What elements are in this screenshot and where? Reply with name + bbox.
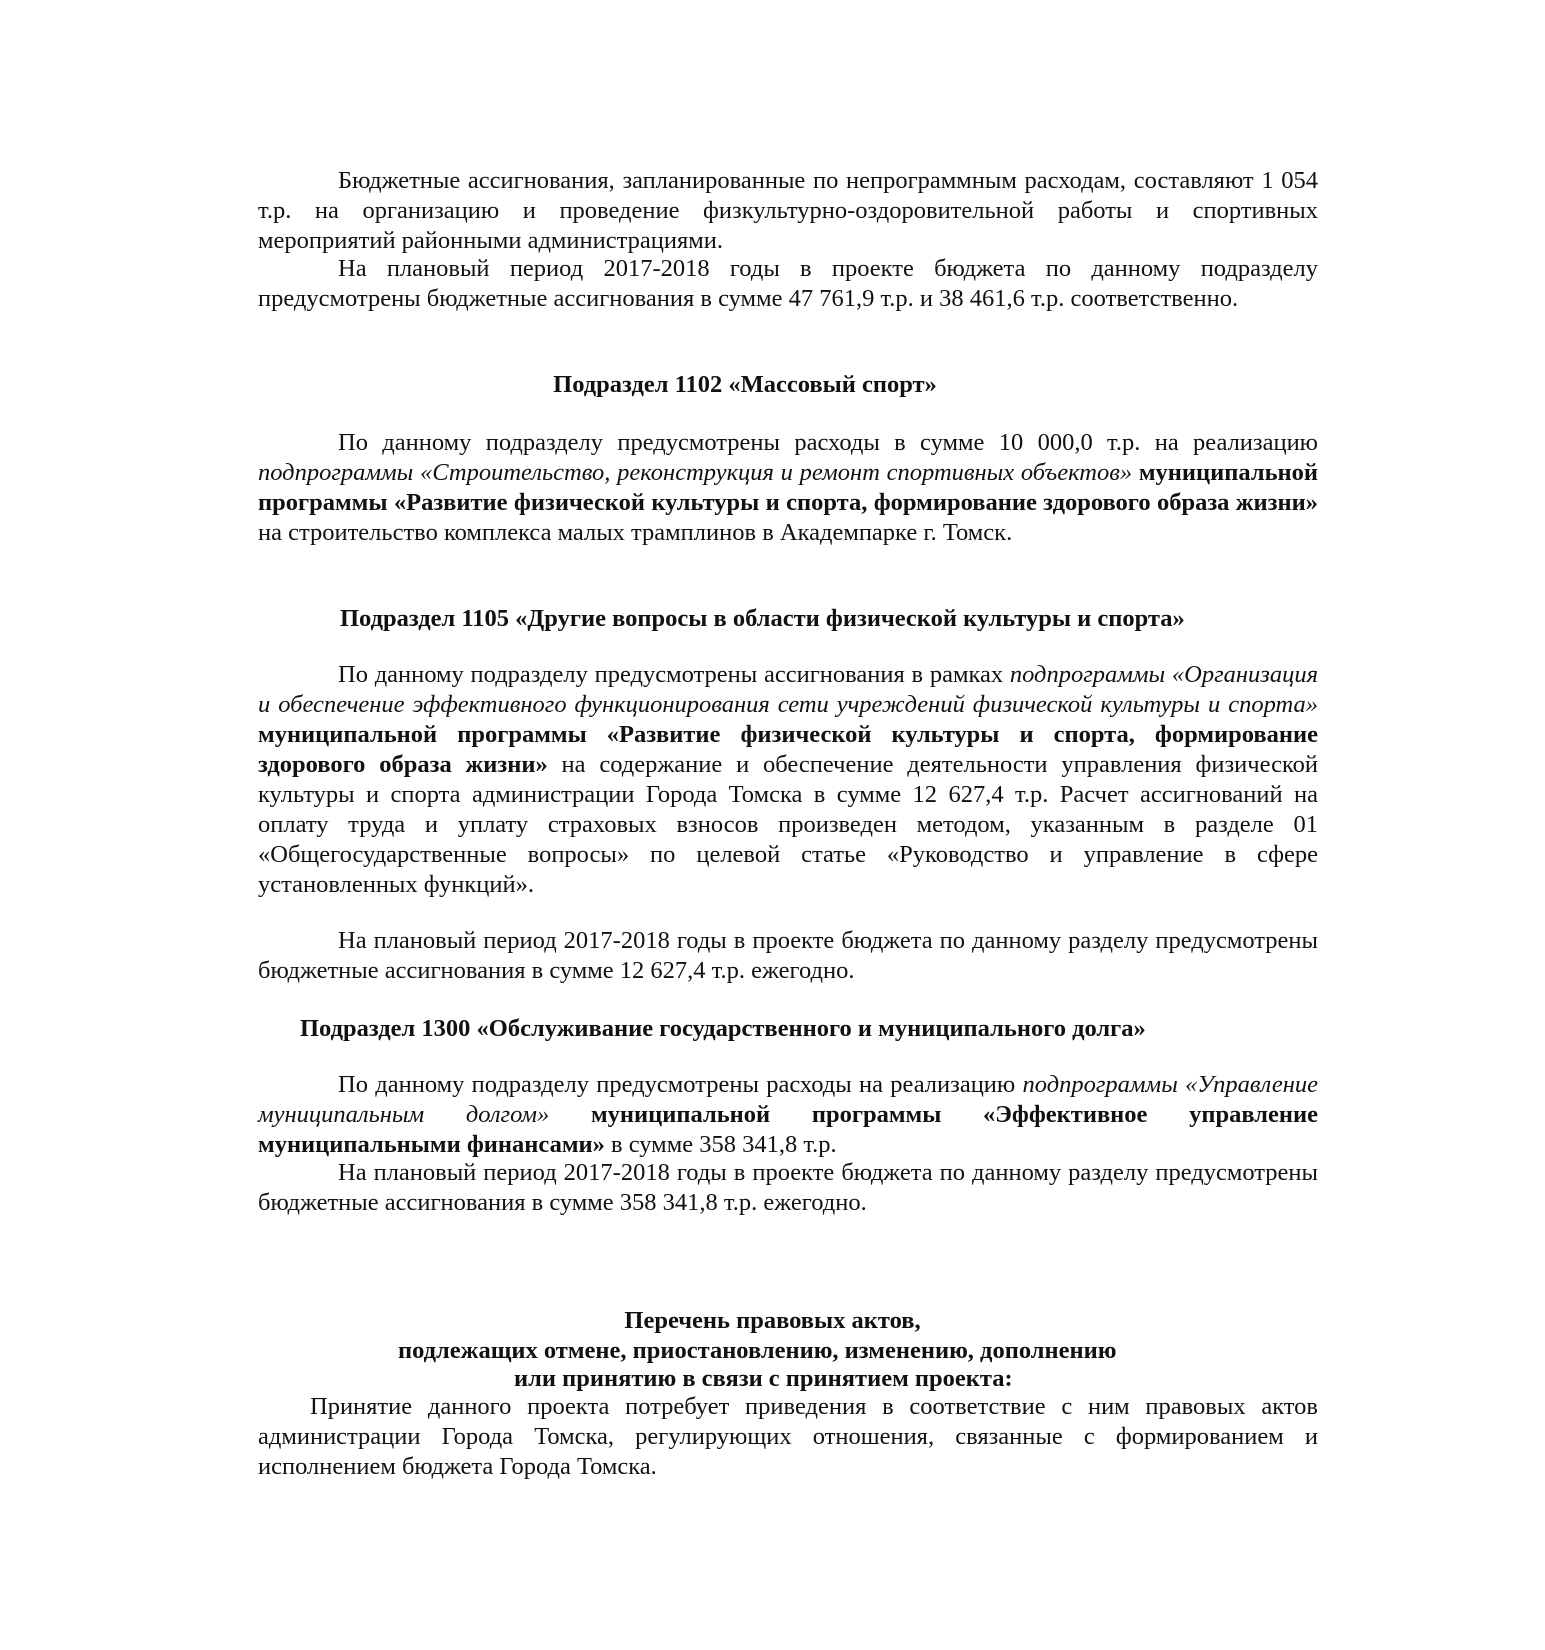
legal-acts-heading-line-2: подлежащих отмене, приостановлению, изменению, дополнению: [398, 1337, 1117, 1364]
paragraph-text: Бюджетные ассигнования, запланированные по непрограммным расходам, составляют 1 054 т.р. на организацию и проведение физкультурно-оздоровительной работы и спортивных мероприятий районными администрациями.: [258, 167, 1318, 254]
legal-acts-heading-line-3: или принятию в связи с принятием проекта:: [514, 1365, 1013, 1392]
program-name: муниципальной программы «Развитие физической культуры и спорта, формирование здорового образа жизни»: [258, 459, 1319, 516]
paragraph-planning-period: [258, 254, 1318, 314]
section-1102-heading: Подраздел 1102 «Массовый спорт»: [553, 371, 937, 398]
text-fragment: на содержание и обеспечение деятельности управления физической культуры и спорта администрации Города Томска в сумме 12 627,4 т.р. Расчет ассигнований на оплату труда и уплату страховых взносов произведен методом, указанным в разделе 01 «Общегосударственные вопросы» по целевой статье «Руководство и управление в сфере установленных функций».: [258, 751, 1318, 898]
text-fragment: По данному подразделу предусмотрены ассигнования в рамках: [338, 661, 1010, 688]
paragraph-text: На плановый период 2017-2018 годы в проекте бюджета по данному разделу предусмотрены бюджетные ассигнования в сумме 12 627,4 т.р. ежегодно.: [258, 927, 1318, 984]
text-fragment: По данному подразделу предусмотрены расходы в сумме 10 000,0 т.р. на реализацию: [338, 429, 1318, 456]
legal-acts-heading-line-1: Перечень правовых актов,: [624, 1307, 921, 1334]
program-name: муниципальной программы «Эффективное управление муниципальными финансами»: [258, 1101, 1318, 1158]
section-1105-paragraph: [258, 660, 1318, 900]
paragraph-nonprogram-expenses: [258, 166, 1318, 256]
section-1300-planning-paragraph: [258, 1158, 1318, 1218]
text-fragment: По данному подразделу предусмотрены расходы на реализацию: [338, 1071, 1023, 1098]
subprogram-name: подпрограммы «Организация и обеспечение эффективного функционирования сети учреждений физической культуры и спорта»: [258, 661, 1318, 718]
section-1300-heading: Подраздел 1300 «Обслуживание государственного и муниципального долга»: [300, 1015, 1146, 1042]
section-1105-heading: Подраздел 1105 «Другие вопросы в области физической культуры и спорта»: [340, 605, 1185, 632]
subprogram-name: подпрограммы «Управление муниципальным долгом»: [258, 1071, 1318, 1128]
program-name: муниципальной программы «Развитие физической культуры и спорта, формирование здорового образа жизни»: [258, 721, 1318, 778]
paragraph-text: Принятие данного проекта потребует приведения в соответствие с ним правовых актов администрации Города Томска, регулирующих отношения, связанные с формированием и исполнением бюджета Города Томска.: [258, 1393, 1318, 1480]
section-1105-planning-paragraph: [258, 926, 1318, 986]
section-1102-paragraph: [258, 428, 1318, 548]
paragraph-text: На плановый период 2017-2018 годы в проекте бюджета по данному подразделу предусмотрены бюджетные ассигнования в сумме 47 761,9 т.р. и 38 461,6 т.р. соответственно.: [258, 255, 1318, 312]
text-fragment: в сумме 358 341,8 т.р.: [604, 1131, 837, 1158]
legal-acts-paragraph: [258, 1392, 1318, 1482]
paragraph-text: На плановый период 2017-2018 годы в проекте бюджета по данному разделу предусмотрены бюджетные ассигнования в сумме 358 341,8 т.р. ежегодно.: [258, 1159, 1318, 1216]
text-fragment: на строительство комплекса малых трамплинов в Академпарке г. Томск.: [258, 519, 1013, 546]
section-1300-paragraph: [258, 1070, 1318, 1160]
subprogram-name: подпрограммы «Строительство, реконструкция и ремонт спортивных объектов»: [258, 459, 1133, 486]
